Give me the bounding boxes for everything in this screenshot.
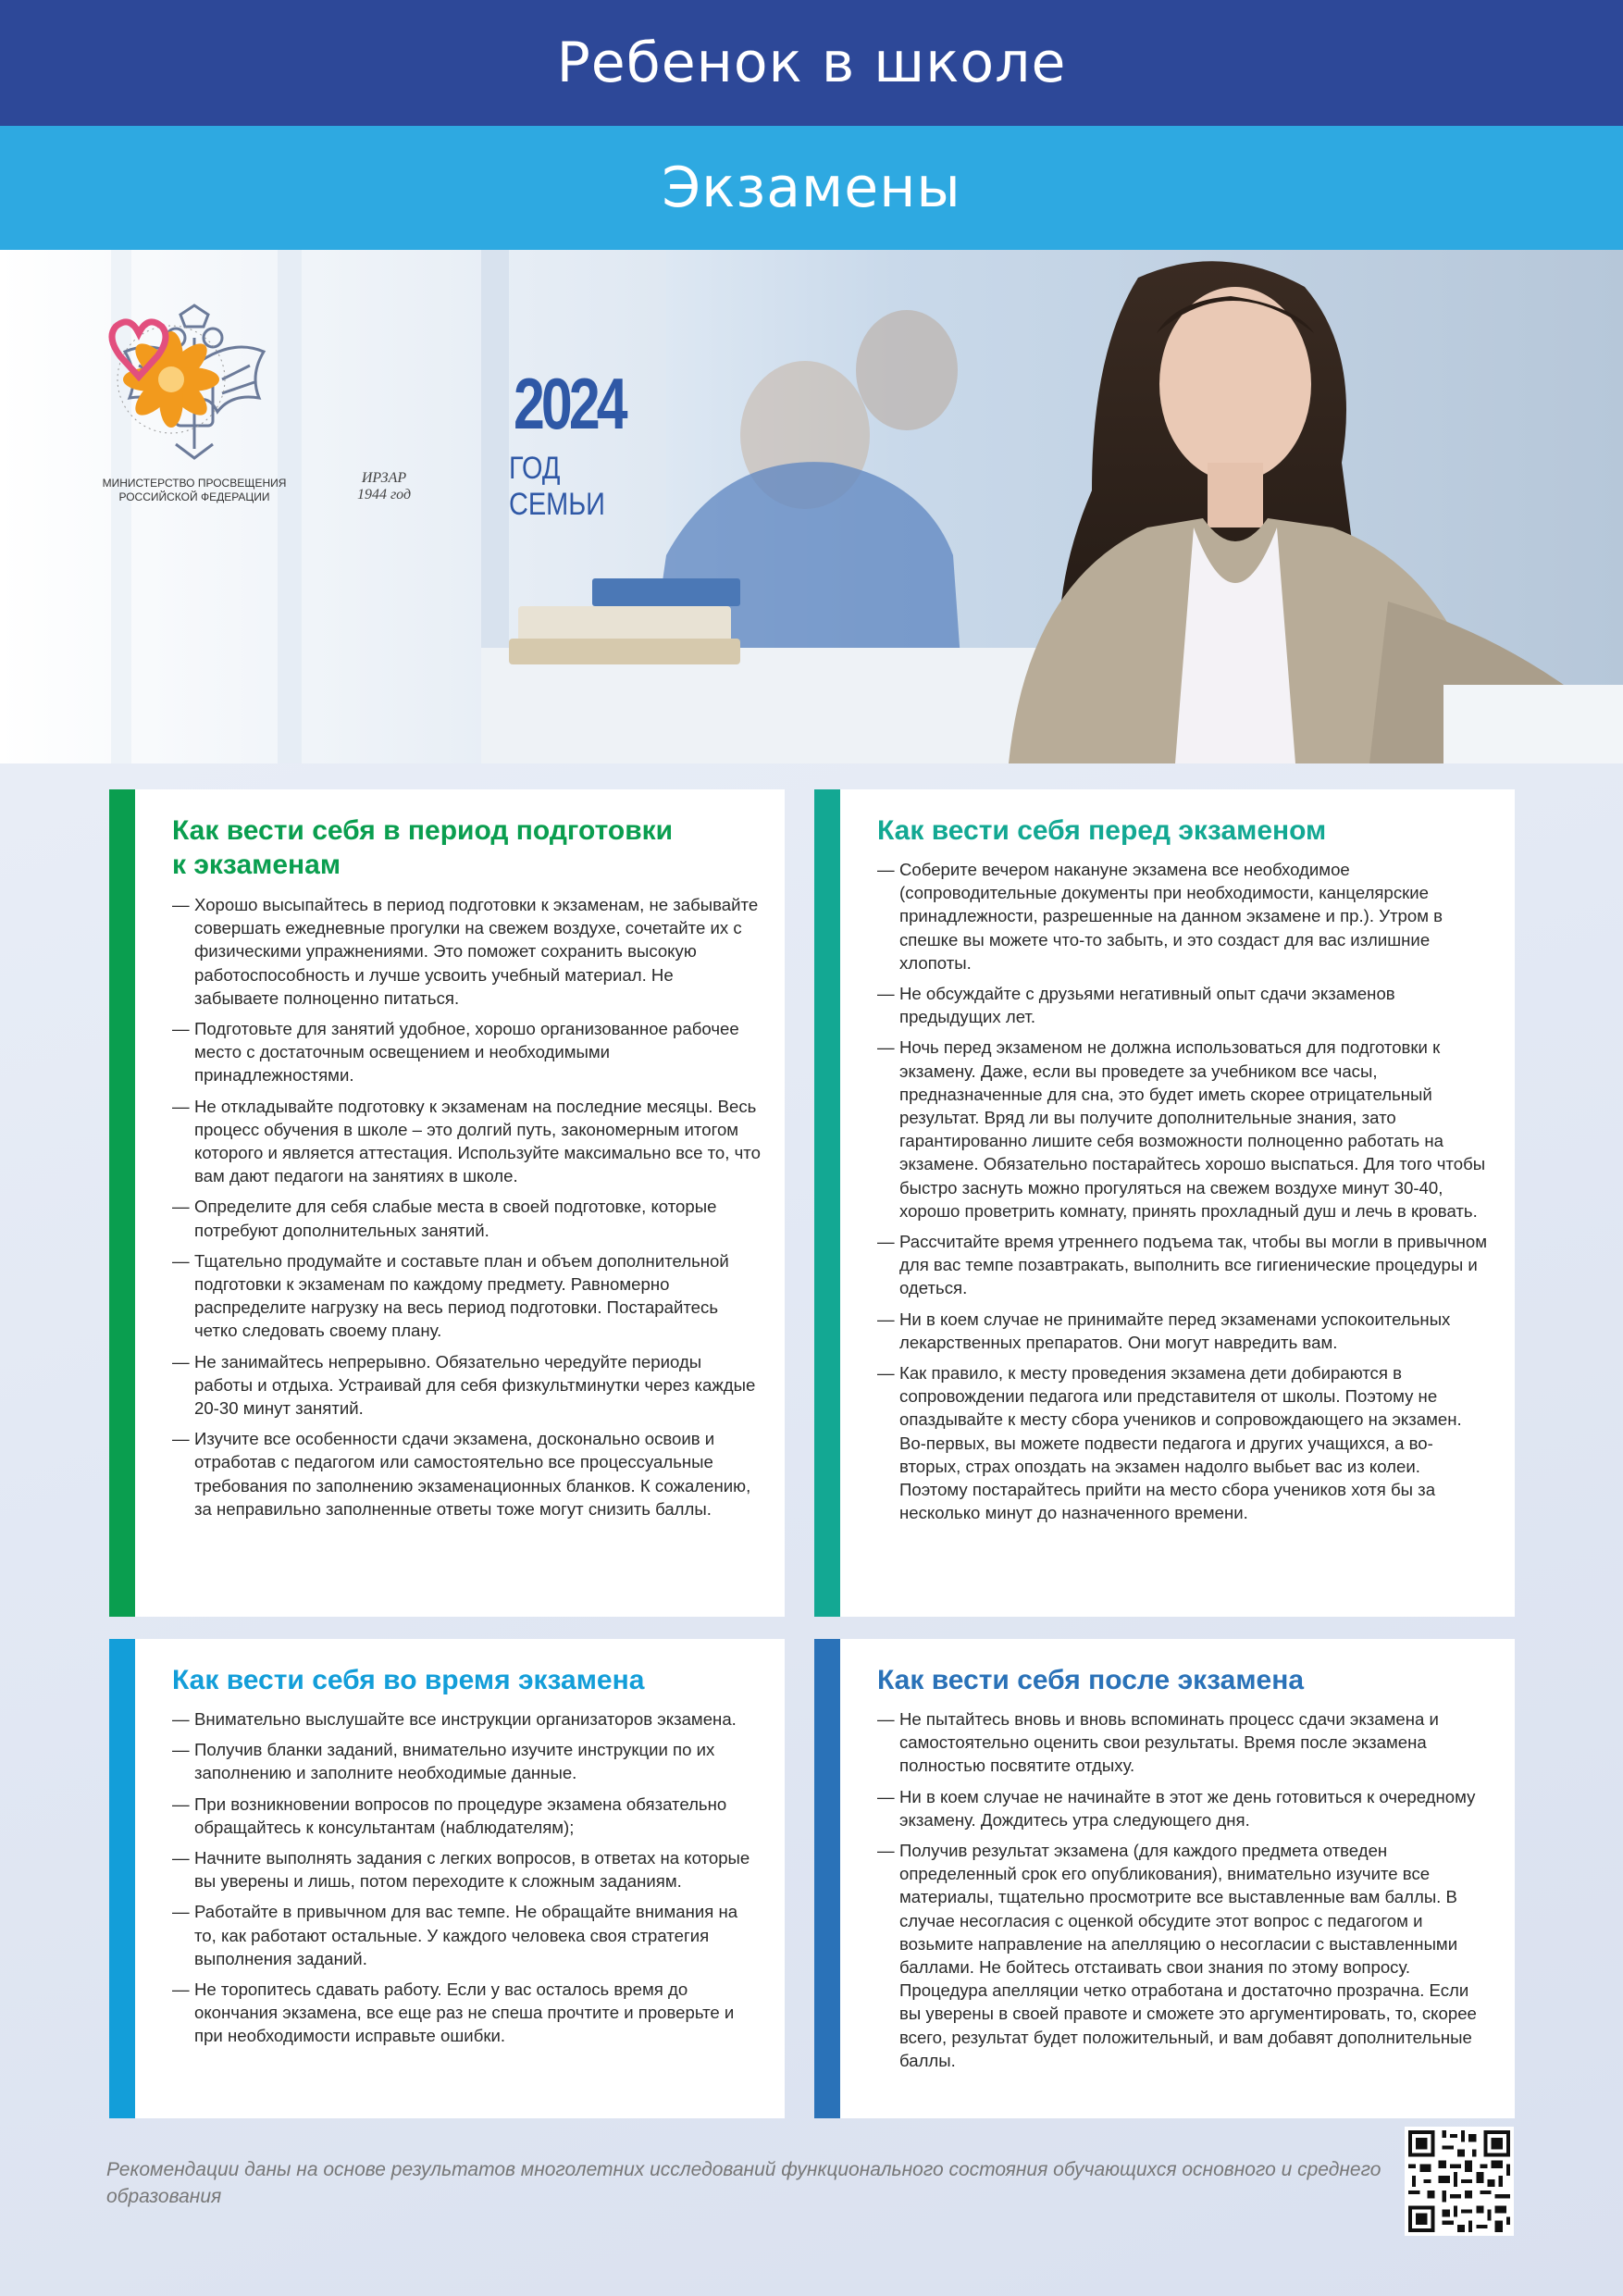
card-title: Как вести себя после экзамена bbox=[877, 1665, 1305, 1695]
list-item: — Ночь перед экзаменом не должна использоваться для подготовки к экзамену. Даже, если вы проведете за учебником все часы, предназначенные для сна, это будет иметь скорее отрицательный результат. Вряд ли вы получите дополнительные знания, зато гарантированно лишите себя возможности полноценно работать на экзамене. Обязательно постарайтесь хорошо выспаться. Для того чтобы быстро заснуть можно прогуляться на свежем воздухе минут 30-40, хорошо проветрить комнату, принять прохладный душ и лечь в кровать. bbox=[877, 1036, 1491, 1222]
card-list bbox=[172, 893, 761, 1528]
card-accent-bar bbox=[814, 789, 840, 1617]
list-item: — Внимательно выслушайте все инструкции организаторов экзамена. bbox=[172, 1707, 761, 1731]
hero-photo bbox=[0, 250, 1623, 763]
page-subtitle: Экзамены bbox=[662, 155, 961, 220]
list-item: — Начните выполнять задания с легких вопросов, в ответах на которые вы уверены и лишь, потом переходите к сложным заданиям. bbox=[172, 1846, 761, 1893]
heart-icon bbox=[102, 301, 287, 430]
card-title: Как вести себя в период подготовки к экзаменам bbox=[172, 815, 674, 880]
card-title: Как вести себя во время экзамена bbox=[172, 1665, 645, 1695]
card-preparation bbox=[109, 789, 785, 1617]
list-item: — Изучите все особенности сдачи экзамена, досконально освоив и отработав с педагогом или самостоятельно все процессуальные требования по заполнению экзаменационных бланков. К сожалению, за неправильно заполненные ответы тоже могут снизить баллы. bbox=[172, 1427, 761, 1520]
card-before-exam bbox=[814, 789, 1515, 1617]
list-item: — Не откладывайте подготовку к экзаменам на последние месяцы. Весь процесс обучения в школе – это долгий путь, закономерным итогом которого и является аттестация. Используйте максимально все то, что вам дают педагоги на занятиях в школе. bbox=[172, 1095, 761, 1188]
list-item: — Работайте в привычном для вас темпе. Не обращайте внимания на то, как работают остальные. У каждого человека своя стратегия выполнения заданий. bbox=[172, 1900, 761, 1970]
card-accent-bar bbox=[109, 789, 135, 1617]
year-of-family-number: 2024 bbox=[514, 363, 625, 444]
list-item: — Не обсуждайте с друзьями негативный опыт сдачи экзаменов предыдущих лет. bbox=[877, 982, 1491, 1028]
list-item: — Получив бланки заданий, внимательно изучите инструкции по их заполнению и заполните необходимые данные. bbox=[172, 1738, 761, 1784]
list-item: — Не занимайтесь непрерывно. Обязательно чередуйте периоды работы и отдыха. Устраивай для себя физкультминутки через каждые 20-30 минут занятий. bbox=[172, 1350, 761, 1421]
card-list bbox=[172, 1707, 761, 2055]
year-of-family-caption: ГОД СЕМЬИ bbox=[509, 451, 605, 522]
list-item: — Определите для себя слабые места в своей подготовке, которые потребуют дополнительных занятий. bbox=[172, 1195, 761, 1241]
page-title-band bbox=[0, 0, 1623, 126]
list-item: — Хорошо высыпайтесь в период подготовки к экзаменам, не забывайте совершать ежедневные прогулки на свежем воздухе, сочетайте их с физическими упражнениями. Это поможет сохранить высокую работоспособность и лучше усвоить учебный материал. Не забываете полноценно питаться. bbox=[172, 893, 761, 1010]
list-item: — Подготовьте для занятий удобное, хорошо организованное рабочее место с достаточным освещением и необходимыми принадлежностями. bbox=[172, 1017, 761, 1087]
list-item: — Получив результат экзамена (для каждого предмета отведен определенный срок его опубликования), внимательно изучите все материалы, тщательно просмотрите все выставленные вам баллы. В случае несогласия с оценкой обсудите этот вопрос с педагогом и возьмите направление на апелляцию о несогласии с выставленными баллами. Не бойтесь отстаивать свои знания по этому вопросу. Процедура апелляции четко отработана и достаточно прозрачна. Если вы уверены в своей правоте и сможете это аргументировать, то, скорее всего, результат будет положительный, и вам добавят дополнительные баллы. bbox=[877, 1839, 1491, 2072]
list-item: — При возникновении вопросов по процедуре экзамена обязательно обращайтесь к консультантам (наблюдателям); bbox=[172, 1793, 761, 1839]
list-item: — Соберите вечером накануне экзамена все необходимое (сопроводительные документы при необходимости, канцелярские принадлежности, разрешенные на данном экзамене и пр.). Утром в спешке вы можете что-то забыть, и это создаст для вас излишние хлопоты. bbox=[877, 858, 1491, 974]
footer-note: Рекомендации даны на основе результатов многолетних исследований функционального состояния обучающихся основного и среднего образования bbox=[106, 2159, 1381, 2207]
card-after-exam bbox=[814, 1639, 1515, 2118]
card-accent-bar bbox=[109, 1639, 135, 2118]
card-title: Как вести себя перед экзаменом bbox=[877, 815, 1327, 846]
irzar-name: ИРЗАР 1944 год bbox=[356, 470, 412, 503]
list-item: — Тщательно продумайте и составьте план и объем дополнительной подготовки к экзаменам по каждому предмету. Равномерно распределите нагрузку на весь период подготовки. Постарайтесь четко следовать своему плану. bbox=[172, 1249, 761, 1343]
list-item: — Ни в коем случае не принимайте перед экзаменами успокоительных лекарственных препаратов. Они могут навредить вам. bbox=[877, 1308, 1491, 1354]
qr-code-icon[interactable] bbox=[1405, 2127, 1514, 2236]
list-item: — Не пытайтесь вновь и вновь вспоминать процесс сдачи экзамена и самостоятельно оценить свои результаты. Время после экзамена полностью посвятите отдыху. bbox=[877, 1707, 1491, 1778]
card-list bbox=[877, 858, 1491, 1532]
list-item: — Не торопитесь сдавать работу. Если у вас осталось время до окончания экзамена, все еще раз не спеша прочтите и проверьте и при необходимости исправьте ошибки. bbox=[172, 1978, 761, 2048]
card-accent-bar bbox=[814, 1639, 840, 2118]
card-during-exam bbox=[109, 1639, 785, 2118]
list-item: — Как правило, к месту проведения экзамена дети добираются в сопровождении педагога или представителя от школы. Поэтому не опаздывайте к месту сбора учеников и сопровождающего на экзамен. Во-первых, вы можете подвести педагога и других учащихся, а во-вторых, страх опоздать на экзамен надолго выбьет вас из колеи. Поэтому постарайтесь прийти на место сбора учеников хотя бы за несколько минут до назначенного времени. bbox=[877, 1361, 1491, 1524]
list-item: — Ни в коем случае не начинайте в этот же день готовиться к очередному экзамену. Дождитесь утра следующего дня. bbox=[877, 1785, 1491, 1831]
card-list bbox=[877, 1707, 1491, 2079]
page-title: Ребенок в школе bbox=[556, 31, 1067, 95]
page-subtitle-band bbox=[0, 126, 1623, 250]
list-item: — Рассчитайте время утреннего подъема так, чтобы вы могли в привычном для вас темпе позавтракать, выполнить все гигиенические процедуры и одеться. bbox=[877, 1230, 1491, 1300]
ministry-name: МИНИСТЕРСТВО ПРОСВЕЩЕНИЯ РОССИЙСКОЙ ФЕДЕРАЦИИ bbox=[102, 477, 287, 503]
